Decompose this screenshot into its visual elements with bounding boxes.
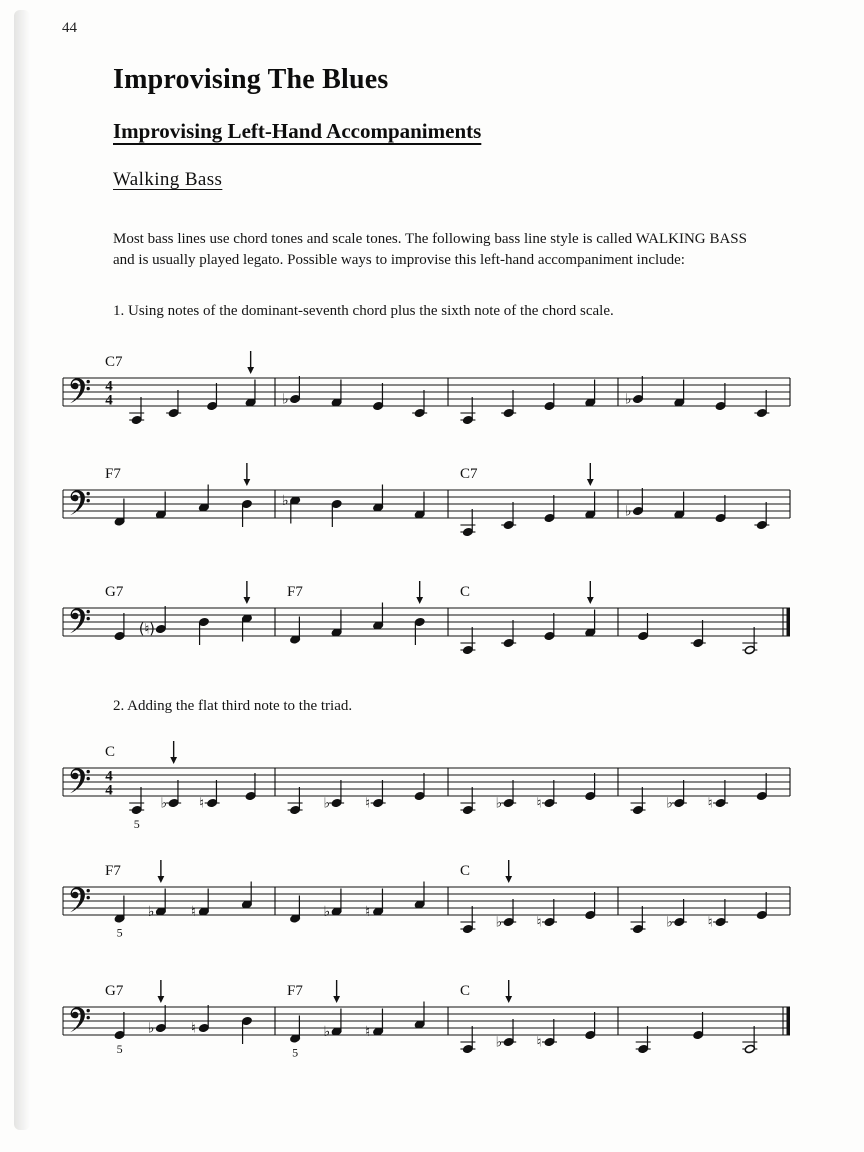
note-C3	[414, 882, 425, 910]
note-A2	[155, 492, 166, 520]
note-C2	[631, 906, 646, 934]
note-D3	[241, 463, 252, 527]
bass-clef-icon	[70, 887, 90, 912]
note-G2	[414, 773, 425, 801]
note-C2	[460, 627, 475, 655]
accidental-natural-icon: ♮	[199, 795, 205, 812]
time-signature	[105, 769, 113, 799]
accidental-flat-icon: ♭	[147, 904, 155, 920]
note-C2	[460, 1026, 475, 1054]
accidental-flat-icon: ♭	[495, 1034, 503, 1051]
note-A2	[414, 492, 425, 520]
accidental-flat-icon: ♭	[282, 493, 289, 509]
accidental-natural-icon: ♮	[365, 795, 371, 812]
note-E2	[754, 502, 769, 530]
accidental-flat-icon: ♭	[160, 795, 168, 812]
note-Eb2	[496, 980, 517, 1051]
note-C2	[460, 509, 475, 537]
intro-paragraph: Most bass lines use chord tones and scale tones. The following bass line style is called WALKING BASS and is usually played legato. Possible ways to improvise this left-hand accompaniment include:	[113, 231, 747, 268]
note-G2	[756, 892, 767, 920]
note-C2	[636, 1026, 651, 1054]
accidental-flat-icon: ♭	[666, 795, 673, 812]
note-G2	[114, 613, 125, 641]
bass-clef-icon	[70, 1007, 90, 1032]
note-F2	[290, 896, 301, 924]
bass-clef-icon	[70, 378, 90, 403]
accidental-flat-icon: ♭	[495, 914, 503, 931]
note-C2	[742, 627, 757, 655]
note-C3	[373, 485, 384, 513]
accent-arrow-icon	[505, 860, 512, 883]
note-G2	[207, 383, 218, 411]
note-Ab2	[324, 980, 343, 1040]
note-E2	[501, 502, 516, 530]
chord-symbol: F7	[286, 983, 303, 999]
accidental-natural-icon: ♮	[707, 795, 713, 812]
fingering-number: 5	[133, 817, 140, 831]
accidental-flat-icon: ♭	[625, 391, 632, 408]
note-G2	[715, 383, 726, 411]
note-E2	[754, 390, 769, 418]
fingering-number: 5	[116, 1042, 123, 1056]
staff-system-6	[63, 980, 790, 1060]
chord-symbol: C	[460, 983, 471, 999]
note-G2	[715, 495, 726, 523]
note-E3	[241, 581, 252, 642]
accidental-flat-icon: ♭	[323, 904, 331, 920]
note-C3	[198, 485, 209, 513]
note-E2	[691, 620, 706, 648]
accent-arrow-icon	[243, 463, 250, 486]
staff-system-4	[63, 741, 790, 831]
accent-arrow-icon	[243, 581, 250, 604]
note-G2	[585, 773, 596, 801]
chord-symbol: G7	[105, 983, 124, 999]
svg-text:4: 4	[105, 392, 113, 409]
note-Eb3	[282, 493, 301, 524]
note-C2	[631, 787, 646, 815]
note-G2	[245, 773, 256, 801]
accidental-flat-icon: ♭	[625, 503, 632, 520]
subsection-heading: Walking Bass	[113, 169, 223, 190]
note-G2	[373, 383, 384, 411]
note-G2	[114, 1012, 125, 1056]
accent-arrow-icon	[157, 980, 164, 1003]
page-number: 44	[62, 20, 77, 36]
accent-arrow-icon	[505, 980, 512, 1003]
note-G2	[544, 495, 555, 523]
note-D3	[198, 617, 209, 645]
note-C2	[460, 906, 475, 934]
note-G2	[544, 613, 555, 641]
accent-arrow-icon	[333, 980, 340, 1003]
note-D3	[414, 581, 425, 645]
staff-system-2	[63, 463, 790, 537]
chord-symbol: C	[460, 584, 471, 600]
note-A2	[331, 610, 342, 638]
note-G2	[585, 1012, 596, 1040]
staff-system-5	[63, 860, 790, 940]
note-C2	[742, 1026, 757, 1054]
accidental-flat-icon: ♭	[147, 1020, 155, 1037]
accidental-natural-icon: ♮	[190, 1020, 196, 1037]
list-item-2: 2. Adding the flat third note to the triad.	[113, 698, 353, 714]
staff-system-3	[63, 581, 790, 655]
chord-symbol: F7	[286, 584, 303, 600]
accent-arrow-icon	[157, 860, 164, 883]
accidental-natural-icon: ♮	[536, 914, 542, 931]
svg-text:4: 4	[105, 768, 113, 785]
accidental-natural-icon: ♮	[707, 914, 713, 931]
note-D3	[331, 499, 342, 527]
note-G2	[693, 1012, 704, 1040]
list-item-1: 1. Using notes of the dominant-seventh chord plus the sixth note of the chord scale.	[113, 303, 614, 319]
note-C2	[460, 787, 475, 815]
note-C2	[129, 397, 144, 425]
note-G2	[585, 892, 596, 920]
chord-symbol: C7	[460, 466, 478, 482]
accidental-flat-icon: ♭	[666, 914, 673, 931]
accidental-natural-icon: ♮	[365, 904, 371, 920]
note-A2	[674, 380, 685, 408]
note-F2	[114, 499, 125, 527]
note-E2	[166, 390, 181, 418]
section-heading: Improvising Left-Hand Accompaniments	[113, 119, 482, 143]
note-Eb2	[496, 860, 517, 931]
accent-arrow-icon	[170, 741, 177, 764]
note-E2	[412, 390, 427, 418]
note-C3	[241, 882, 252, 910]
note-G2	[638, 613, 649, 641]
accidental-natural-icon: ♮	[536, 795, 542, 812]
note-Bb2	[148, 980, 167, 1037]
accidental-natural-icon: (♮)	[138, 621, 155, 638]
note-E2	[501, 390, 516, 418]
page-title: Improvising The Blues	[113, 64, 389, 95]
chord-symbol: F7	[105, 466, 121, 482]
staff-system-1	[63, 351, 790, 425]
note-G2	[756, 773, 767, 801]
accidental-natural-icon: ♮	[536, 1034, 542, 1051]
note-C3	[373, 603, 384, 631]
svg-text:4: 4	[105, 782, 113, 799]
chord-symbol: F7	[105, 863, 121, 879]
note-A2	[585, 380, 596, 408]
time-signature	[105, 379, 113, 409]
accent-arrow-icon	[247, 351, 254, 374]
fingering-number: 5	[116, 925, 123, 940]
note-Eb2	[161, 741, 182, 812]
note-C2	[460, 397, 475, 425]
note-F2	[290, 1016, 301, 1060]
note-D3	[241, 1016, 252, 1044]
fingering-number: 5	[292, 1045, 299, 1060]
note-A2	[674, 492, 685, 520]
bass-clef-icon	[70, 490, 90, 515]
accent-arrow-icon	[587, 463, 594, 486]
bass-clef-icon	[70, 608, 90, 633]
accidental-natural-icon: ♮	[190, 904, 196, 920]
chord-symbol: C	[105, 744, 116, 760]
accidental-flat-icon: ♭	[282, 391, 289, 408]
note-C2	[129, 787, 144, 831]
chord-symbol: C	[460, 863, 471, 879]
accidental-flat-icon: ♭	[323, 1024, 331, 1040]
chord-symbol: G7	[105, 584, 124, 600]
chord-symbol: C7	[105, 354, 123, 370]
note-C3	[414, 1002, 425, 1030]
note-G2	[544, 383, 555, 411]
bass-clef-icon	[70, 768, 90, 793]
note-F2	[114, 896, 125, 940]
note-F2	[290, 617, 301, 645]
note-E2	[501, 620, 516, 648]
accidental-flat-icon: ♭	[323, 795, 331, 812]
accent-arrow-icon	[587, 581, 594, 604]
accent-arrow-icon	[416, 581, 423, 604]
svg-text:4: 4	[105, 378, 113, 395]
accidental-flat-icon: ♭	[495, 795, 503, 812]
note-C2	[288, 787, 303, 815]
note-Ab2	[148, 860, 167, 920]
accidental-natural-icon: ♮	[365, 1024, 371, 1040]
note-A2	[331, 380, 342, 408]
